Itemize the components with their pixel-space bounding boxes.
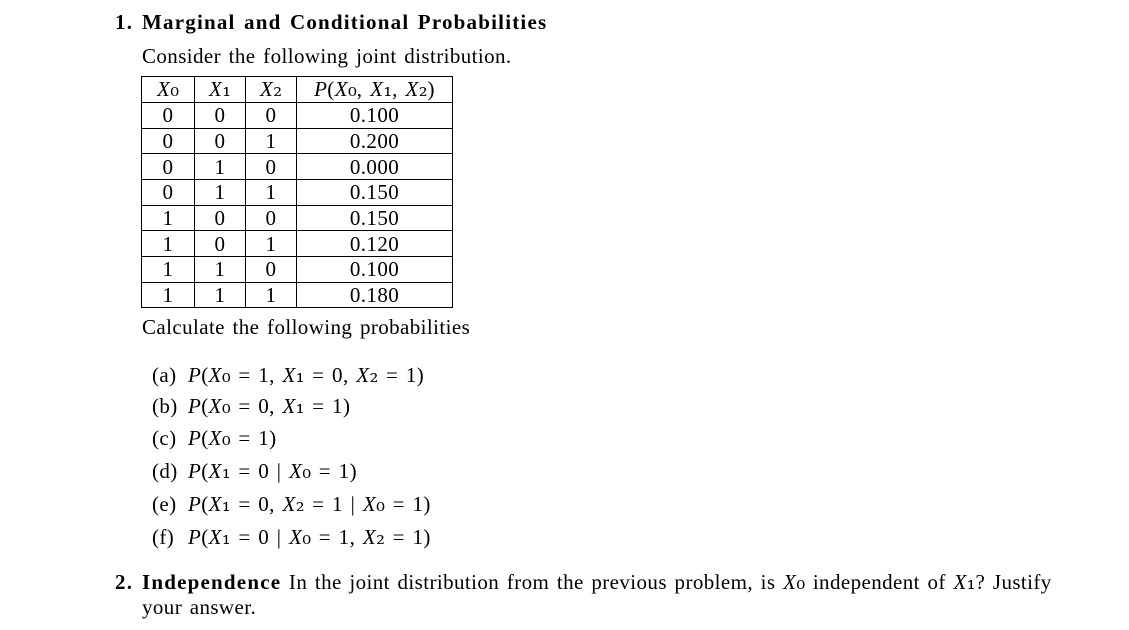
table-row	[142, 154, 453, 180]
table-cell: 1	[195, 256, 246, 282]
table-cell: 1	[246, 128, 297, 154]
part-label: (b)	[152, 394, 178, 418]
math-subscript: ₁	[221, 492, 231, 517]
math-subscript: ₁	[221, 459, 231, 484]
math-subscript: ₀	[347, 77, 357, 102]
table-row	[142, 103, 453, 129]
problem-title: Marginal and Conditional Probabilities	[142, 10, 548, 34]
table-cell: 1	[142, 231, 195, 257]
table-cell: 1	[246, 231, 297, 257]
math-variable: X	[259, 77, 274, 101]
table-cell: 0.180	[297, 282, 453, 308]
table-cell: 0	[195, 103, 246, 129]
table-row	[142, 231, 453, 257]
math-variable: X	[156, 77, 171, 101]
table-cell: 0	[142, 179, 195, 205]
table-header-cell: P(X₀, X₁, X₂)	[297, 77, 453, 103]
math-variable: X	[208, 492, 222, 516]
table-cell: 1	[142, 205, 195, 231]
math-subscript: ₀	[170, 77, 180, 102]
list-item	[152, 363, 424, 388]
math-subscript: ₀	[221, 363, 231, 388]
part-label: (a)	[152, 363, 177, 387]
math-variable: X	[953, 570, 967, 594]
math-variable: X	[282, 492, 296, 516]
table-cell: 1	[195, 282, 246, 308]
problem-text-continuation: your answer.	[142, 595, 257, 619]
table-cell: 0	[142, 103, 195, 129]
table-cell: 1	[246, 179, 297, 205]
math-variable: P	[188, 525, 202, 549]
table-cell: 0	[246, 154, 297, 180]
probability-expression: P(X₀ = 1)	[188, 426, 277, 451]
probability-expression: P(X₀ = 0, X₁ = 1)	[188, 394, 351, 419]
table-cell: 1	[142, 256, 195, 282]
math-subscript: ₀	[221, 426, 231, 451]
table-cell: 0	[195, 205, 246, 231]
math-variable: X	[405, 77, 419, 101]
table-cell: 0.150	[297, 179, 453, 205]
math-variable: X	[208, 426, 222, 450]
math-subscript: ₀	[221, 394, 231, 419]
probability-expression: P(X₁ = 0 | X₀ = 1, X₂ = 1)	[188, 525, 431, 550]
math-subscript: ₁	[221, 525, 231, 550]
table-header-cell	[142, 77, 195, 103]
table-cell: 1	[142, 282, 195, 308]
table-header-cell	[195, 77, 246, 103]
table-cell: 1	[246, 282, 297, 308]
table-row	[142, 179, 453, 205]
joint-distribution-table	[141, 76, 453, 308]
math-variable: X	[289, 459, 303, 483]
probability-expression: P(X₁ = 0 | X₀ = 1)	[188, 459, 357, 484]
table-cell: 0	[246, 205, 297, 231]
math-variable: P	[188, 394, 202, 418]
table-cell: 1	[195, 179, 246, 205]
table-cell: 0	[246, 103, 297, 129]
math-subscript: ₂	[418, 77, 428, 102]
part-label: (f)	[152, 525, 175, 549]
math-variable: X	[289, 525, 303, 549]
table-cell: 0	[142, 154, 195, 180]
table-row	[142, 128, 453, 154]
table-cell: 0	[195, 231, 246, 257]
problem-intro: Consider the following joint distribution.	[142, 44, 512, 68]
math-variable: P	[188, 363, 202, 387]
table-cell: 0.120	[297, 231, 453, 257]
table-cell: 0	[195, 128, 246, 154]
table-cell: 0.000	[297, 154, 453, 180]
table-row	[142, 205, 453, 231]
math-subscript: ₁	[295, 363, 305, 388]
math-variable: X	[370, 77, 384, 101]
calculation-prompt: Calculate the following probabilities	[142, 315, 471, 339]
part-label: (c)	[152, 426, 177, 450]
math-subscript: ₁	[222, 77, 232, 102]
table-header-row	[142, 77, 453, 103]
math-variable: X	[208, 525, 222, 549]
probability-expression: P(X₀ = 1, X₁ = 0, X₂ = 1)	[188, 363, 425, 388]
math-subscript: ₀	[302, 459, 312, 484]
table-row	[142, 282, 453, 308]
math-variable: P	[188, 492, 202, 516]
math-variable: X	[783, 570, 797, 594]
list-item	[152, 426, 277, 451]
table-row	[142, 256, 453, 282]
problem-text: In the joint distribution from the previous problem, is X₀ independent of X₁? Justify	[288, 570, 1052, 595]
list-item	[152, 394, 350, 419]
table-cell: 0	[246, 256, 297, 282]
math-subscript: ₁	[383, 77, 393, 102]
problem-number: 2.	[115, 570, 134, 594]
math-variable: P	[314, 77, 328, 101]
math-variable: X	[208, 77, 223, 101]
probability-expression: P(X₁ = 0, X₂ = 1 | X₀ = 1)	[188, 492, 431, 517]
math-variable: X	[208, 363, 222, 387]
math-subscript: ₂	[376, 525, 385, 550]
math-variable: X	[282, 363, 296, 387]
math-variable: X	[208, 394, 222, 418]
problem-number: 1.	[115, 10, 134, 34]
table-body	[142, 103, 453, 308]
math-variable: X	[356, 363, 370, 387]
math-variable: P	[188, 426, 202, 450]
part-label: (e)	[152, 492, 177, 516]
list-item	[152, 525, 431, 550]
math-subscript: ₁	[295, 394, 305, 419]
table-cell: 0.150	[297, 205, 453, 231]
part-label: (d)	[152, 459, 178, 483]
table-head	[142, 77, 453, 103]
table-cell: 0.100	[297, 256, 453, 282]
math-variable: X	[282, 394, 296, 418]
math-variable: P	[188, 459, 202, 483]
math-subscript: ₁	[966, 570, 976, 595]
problem-1-heading	[115, 10, 547, 34]
problem-title: Independence	[142, 570, 282, 594]
list-item	[152, 492, 431, 517]
table-cell: 1	[195, 154, 246, 180]
list-item	[152, 459, 357, 484]
math-variable: X	[362, 525, 377, 549]
math-variable: X	[334, 77, 348, 101]
math-variable: X	[362, 492, 377, 516]
math-subscript: ₀	[796, 570, 806, 595]
table-cell: 0.100	[297, 103, 453, 129]
math-subscript: ₂	[369, 363, 379, 388]
table-cell: 0	[142, 128, 195, 154]
math-subscript: ₂	[295, 492, 305, 517]
table-header-cell	[246, 77, 297, 103]
problem-2-first-line	[115, 570, 1052, 595]
table-cell: 0.200	[297, 128, 453, 154]
math-variable: X	[208, 459, 222, 483]
math-subscript: ₂	[273, 77, 283, 102]
math-subscript: ₀	[302, 525, 312, 550]
math-subscript: ₀	[376, 492, 385, 517]
